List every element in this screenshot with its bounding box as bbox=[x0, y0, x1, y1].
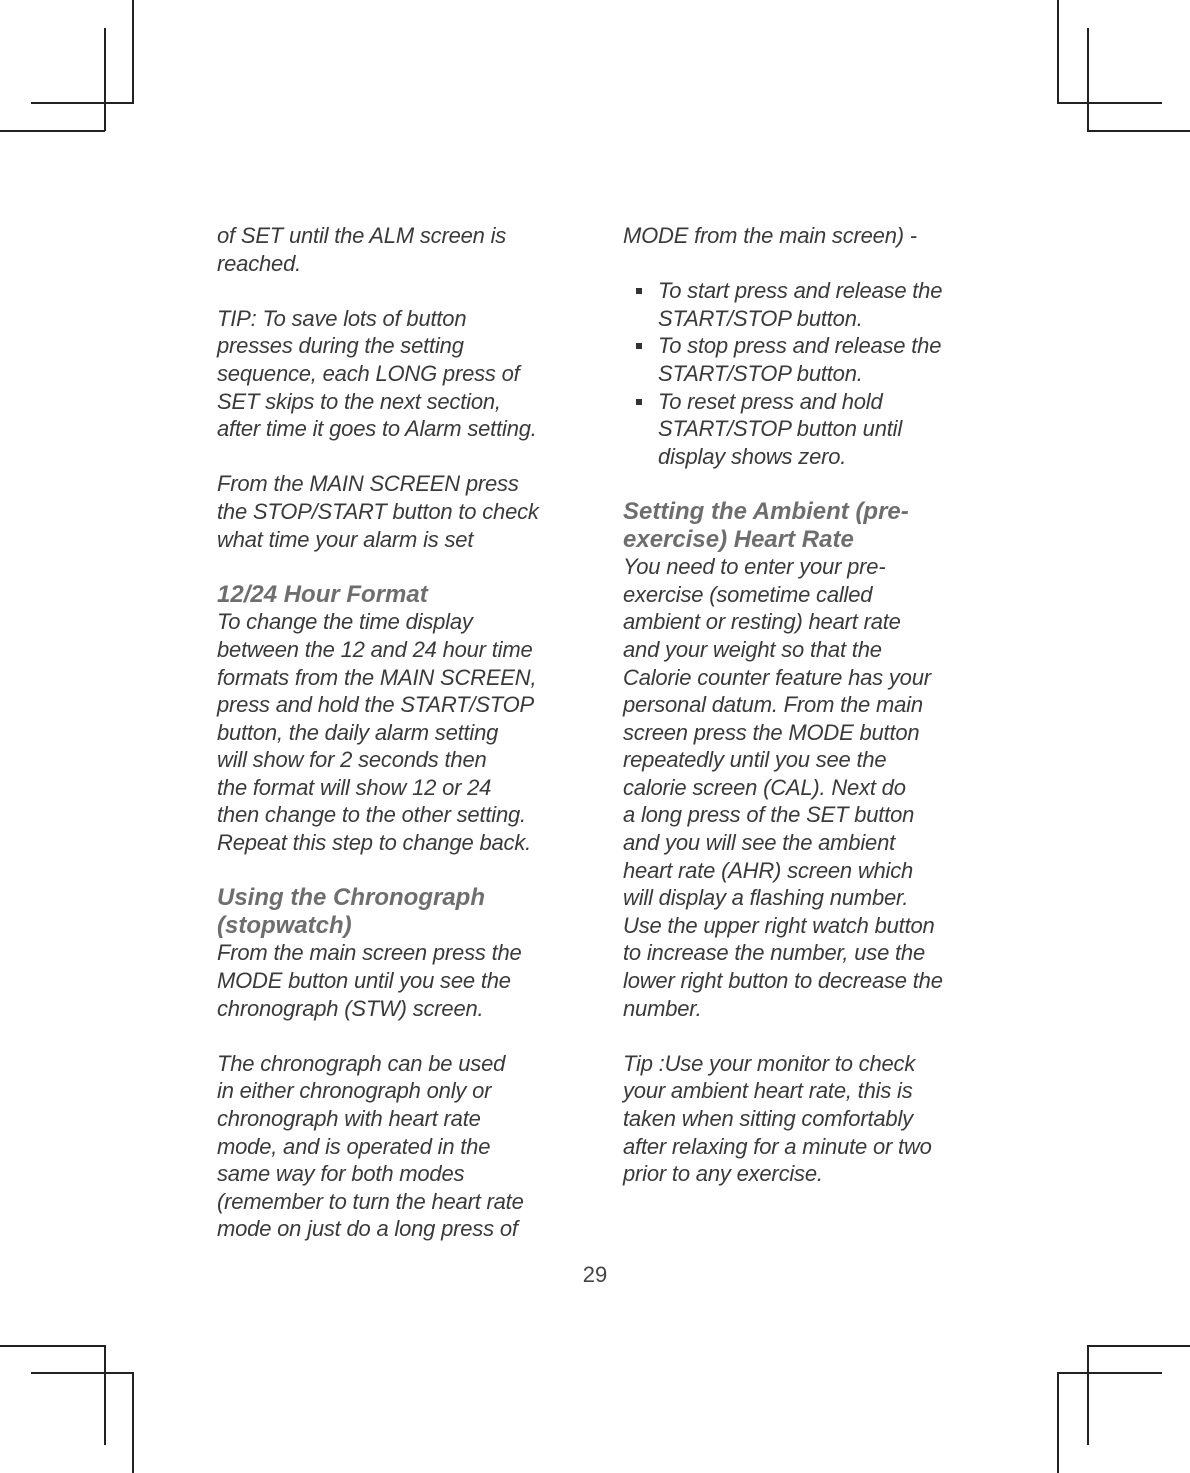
text-line: To stop press and release the bbox=[658, 333, 942, 359]
crop-mark-top-right-h2 bbox=[1087, 130, 1190, 132]
crop-mark-top-left-v bbox=[132, 0, 134, 103]
crop-mark-top-right-v bbox=[1057, 0, 1059, 103]
crop-mark-bottom-left-h2 bbox=[31, 1372, 134, 1374]
crop-mark-bottom-right-h2 bbox=[1057, 1372, 1162, 1374]
text-line: heart rate (AHR) screen which bbox=[623, 857, 914, 883]
text-line: START/STOP button. bbox=[658, 305, 863, 331]
text-line: personal datum. From the main bbox=[623, 692, 923, 718]
text-line: SET skips to the next section, bbox=[217, 388, 501, 414]
left-column bbox=[217, 222, 587, 1243]
bullet-icon bbox=[636, 343, 642, 349]
page-number: 29 bbox=[582, 1262, 608, 1287]
crop-mark-bottom-left-v bbox=[104, 1345, 106, 1445]
chronograph-paragraph bbox=[217, 939, 587, 1022]
text-line: mode on just do a long press of bbox=[217, 1216, 518, 1242]
text-line: a long press of the SET button bbox=[623, 802, 915, 828]
text-line: calorie screen (CAL). Next do bbox=[623, 774, 906, 800]
text-line: presses during the setting bbox=[217, 333, 464, 359]
list-item bbox=[623, 332, 983, 387]
hour-format-paragraph bbox=[217, 608, 587, 856]
text-line: your ambient heart rate, this is bbox=[623, 1078, 913, 1104]
text-line: ambient or resting) heart rate bbox=[623, 609, 901, 635]
crop-mark-bottom-right-h bbox=[1087, 1345, 1190, 1347]
crop-mark-top-left-h bbox=[31, 102, 134, 104]
ambient-paragraph bbox=[623, 553, 983, 1022]
text-line: Calorie counter feature has your bbox=[623, 664, 931, 690]
text-line: display shows zero. bbox=[658, 443, 847, 469]
text-line: the STOP/START button to check bbox=[217, 498, 539, 524]
text-line: reached. bbox=[217, 250, 302, 276]
crop-mark-top-right-h bbox=[1057, 102, 1162, 104]
chronograph-usage-paragraph bbox=[217, 1050, 587, 1243]
section-heading-hour-format: 12/24 Hour Format bbox=[217, 580, 428, 608]
text-line: and your weight so that the bbox=[623, 636, 882, 662]
text-line: and you will see the ambient bbox=[623, 830, 896, 856]
bullet-icon bbox=[636, 288, 642, 294]
text-line: (remember to turn the heart rate bbox=[217, 1188, 524, 1214]
text-line: will show for 2 seconds then bbox=[217, 747, 487, 773]
text-line: prior to any exercise. bbox=[623, 1161, 823, 1187]
text-line: then change to the other setting. bbox=[217, 802, 526, 828]
tip-paragraph bbox=[217, 305, 587, 443]
text-line: chronograph (STW) screen. bbox=[217, 995, 484, 1021]
text-line: same way for both modes bbox=[217, 1161, 465, 1187]
text-line: repeatedly until you see the bbox=[623, 747, 887, 773]
text-line: press and hold the START/STOP bbox=[217, 692, 535, 718]
crop-mark-bottom-left-v2 bbox=[132, 1372, 134, 1473]
crop-mark-top-right-v2 bbox=[1087, 28, 1089, 131]
crop-mark-top-left-v2 bbox=[104, 28, 106, 131]
crop-mark-bottom-right-v bbox=[1087, 1345, 1089, 1445]
text-line: Use the upper right watch button bbox=[623, 912, 935, 938]
text-line: formats from the MAIN SCREEN, bbox=[217, 664, 537, 690]
text-line: To start press and release the bbox=[658, 278, 943, 304]
text-line: The chronograph can be used bbox=[217, 1050, 506, 1076]
text-line: in either chronograph only or bbox=[217, 1078, 492, 1104]
bullet-icon bbox=[636, 399, 642, 405]
text-line: START/STOP button. bbox=[658, 360, 863, 386]
text-line: the format will show 12 or 24 bbox=[217, 774, 492, 800]
text-line: lower right button to decrease the bbox=[623, 968, 943, 994]
text-line: Tip :Use your monitor to check bbox=[623, 1050, 916, 1076]
main-screen-paragraph bbox=[217, 470, 587, 553]
tip-paragraph-ambient bbox=[623, 1050, 983, 1188]
text-line: of SET until the ALM screen is bbox=[217, 223, 507, 248]
text-line: You need to enter your pre- bbox=[623, 554, 886, 580]
text-line: will display a flashing number. bbox=[623, 885, 909, 911]
text-line: screen press the MODE button bbox=[623, 719, 920, 745]
section-heading-chronograph-sub: (stopwatch) bbox=[217, 911, 352, 939]
text-line: exercise (sometime called bbox=[623, 581, 873, 607]
text-line: between the 12 and 24 hour time bbox=[217, 636, 533, 662]
chronograph-steps-list bbox=[623, 277, 983, 470]
text-line: taken when sitting comfortably bbox=[623, 1106, 913, 1131]
text-line: mode, and is operated in the bbox=[217, 1133, 491, 1159]
section-heading-ambient: Setting the Ambient (pre- bbox=[623, 497, 909, 525]
section-heading-chronograph: Using the Chronograph bbox=[217, 884, 485, 912]
crop-mark-bottom-left-h bbox=[0, 1345, 105, 1347]
list-item bbox=[623, 388, 983, 471]
crop-mark-bottom-right-v2 bbox=[1057, 1372, 1059, 1473]
text-line: button, the daily alarm setting bbox=[217, 719, 499, 745]
intro-paragraph bbox=[217, 222, 587, 277]
text-line: to increase the number, use the bbox=[623, 940, 925, 966]
text-line: From the main screen press the bbox=[217, 940, 522, 966]
text-line: chronograph with heart rate bbox=[217, 1106, 481, 1131]
section-heading-ambient-sub: exercise) Heart Rate bbox=[623, 525, 854, 553]
text-line: what time your alarm is set bbox=[217, 526, 474, 552]
right-column bbox=[623, 222, 983, 1188]
text-line: MODE button until you see the bbox=[217, 968, 511, 994]
text-line: Repeat this step to change back. bbox=[217, 830, 532, 856]
text-line: TIP: To save lots of button bbox=[217, 305, 467, 331]
text-line: after relaxing for a minute or two bbox=[623, 1133, 932, 1159]
text-line: To reset press and hold bbox=[658, 388, 883, 414]
text-line: after time it goes to Alarm setting. bbox=[217, 416, 537, 442]
list-item bbox=[623, 277, 983, 332]
text-line: number. bbox=[623, 995, 702, 1021]
text-line: To change the time display bbox=[217, 609, 473, 635]
text-line: sequence, each LONG press of bbox=[217, 360, 520, 386]
continuation-line: MODE from the main screen) - bbox=[623, 223, 917, 248]
crop-mark-top-left-h2 bbox=[0, 130, 105, 132]
text-line: From the MAIN SCREEN press bbox=[217, 471, 519, 497]
text-line: START/STOP button until bbox=[658, 416, 903, 442]
